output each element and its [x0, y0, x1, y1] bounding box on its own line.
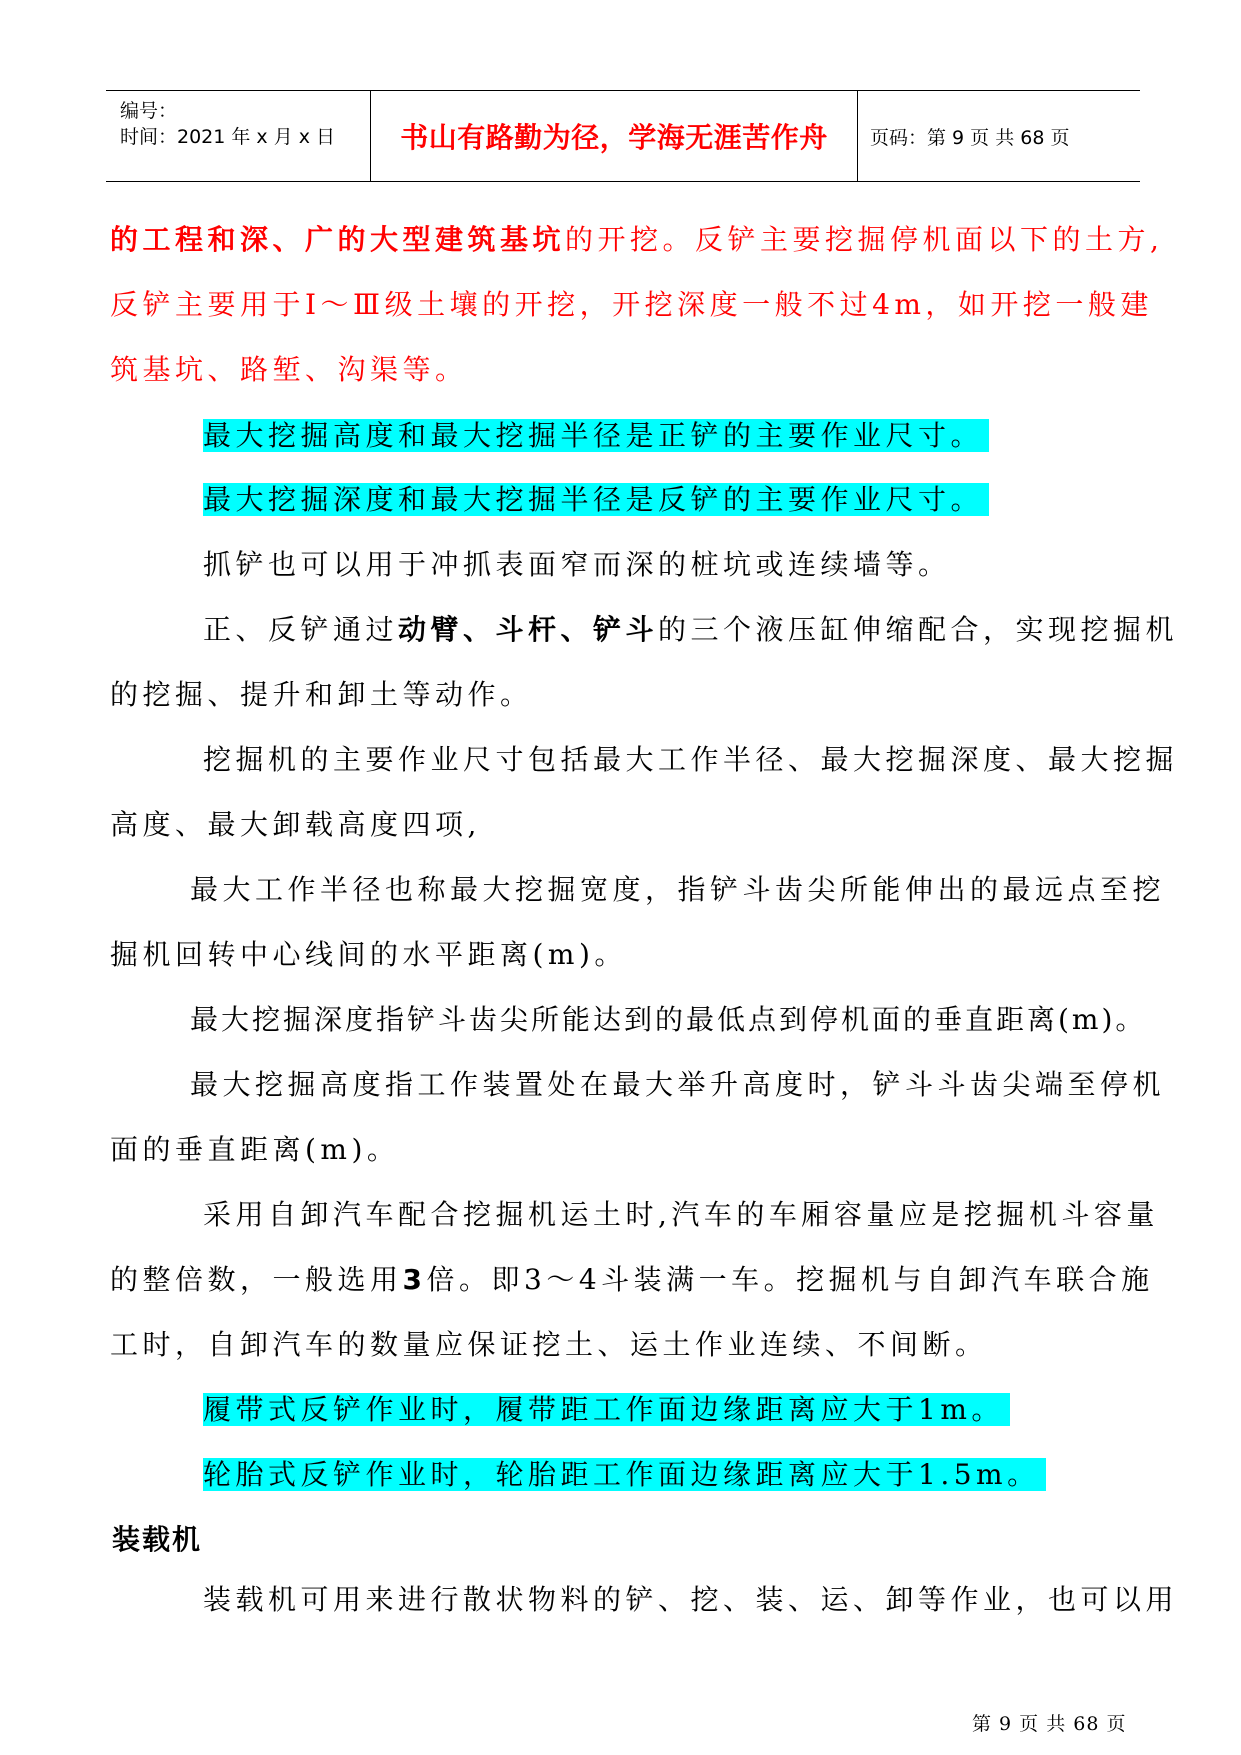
paragraph-8-line-3: 工时，自卸汽车的数量应保证挖土、运土作业连续、不间断。	[110, 1328, 988, 1361]
paragraph-text: 的开挖。反铲主要挖掘停机面以下的土方,	[565, 223, 1164, 256]
motto: 书山有路勤为径，学海无涯苦作舟	[400, 121, 828, 154]
section-heading: 装载机	[112, 1523, 203, 1556]
paragraph-text: 的整倍数，一般选用	[110, 1263, 403, 1296]
header-page-cell	[858, 91, 1140, 181]
paragraph-7-line-1: 最大挖掘高度指工作装置处在最大举升高度时，铲斗斗齿尖端至停机	[190, 1068, 1166, 1101]
document-time: 时间：2021 年 x 月 x 日	[120, 126, 336, 148]
emphasis-text: 的工程和深、广的大型建筑基坑	[110, 223, 566, 256]
paragraph-6: 最大挖掘深度指铲斗齿尖所能达到的最低点到停机面的垂直距离(m)。	[190, 1003, 1147, 1036]
highlighted-text: 最大挖掘深度和最大挖掘半径是反铲的主要作业尺寸。	[203, 483, 989, 516]
paragraph-7-line-2: 面的垂直距离(m)。	[110, 1133, 400, 1166]
paragraph-4-line-1: 挖掘机的主要作业尺寸包括最大工作半径、最大挖掘深度、最大挖掘	[203, 743, 1179, 776]
page-footer: 第 9 页 共 68 页	[972, 1713, 1127, 1735]
paragraph-8-line-2	[110, 1260, 1154, 1300]
paragraph-3-line-2: 的挖掘、提升和卸土等动作。	[110, 678, 533, 711]
paragraph-text: 正、反铲通过	[203, 613, 399, 646]
paragraph-5-line-2: 掘机回转中心线间的水平距离(m)。	[110, 938, 627, 971]
paragraph-9: 装载机可用来进行散状物料的铲、挖、装、运、卸等作业，也可以用	[203, 1583, 1179, 1616]
paragraph-text: 的三个液压缸伸缩配合，实现挖掘机	[658, 613, 1179, 646]
highlighted-text: 轮胎式反铲作业时，轮胎距工作面边缘距离应大于1.5m。	[203, 1458, 1046, 1491]
document-number: 编号：	[120, 100, 178, 122]
paragraph-1-line-3: 筑基坑、路堑、沟渠等。	[110, 353, 468, 386]
page-header	[106, 90, 1140, 182]
highlighted-text: 最大挖掘高度和最大挖掘半径是正铲的主要作业尺寸。	[203, 419, 989, 452]
highlight-line-3	[203, 1390, 1010, 1430]
paragraph-4-line-2: 高度、最大卸载高度四项,	[110, 808, 481, 841]
paragraph-1-line-2: 反铲主要用于Ⅰ～Ⅲ级土壤的开挖，开挖深度一般不过4m，如开挖一般建	[110, 288, 1153, 321]
paragraph-3-line-1	[203, 610, 1178, 650]
paragraph-5-line-1: 最大工作半径也称最大挖掘宽度，指铲斗齿尖所能伸出的最远点至挖	[190, 873, 1166, 906]
header-info-cell	[106, 91, 370, 181]
paragraph-8-line-1: 采用自卸汽车配合挖掘机运土时,汽车的车厢容量应是挖掘机斗容量	[203, 1198, 1159, 1231]
paragraph-2: 抓铲也可以用于冲抓表面窄而深的桩坑或连续墙等。	[203, 548, 951, 581]
page-number: 页码：第 9 页 共 68 页	[870, 126, 1070, 149]
paragraph-text: 倍。即3～4斗装满一车。挖掘机与自卸汽车联合施	[426, 1263, 1154, 1296]
highlight-line-2	[203, 480, 989, 520]
highlighted-text: 履带式反铲作业时，履带距工作面边缘距离应大于1m。	[203, 1393, 1010, 1426]
header-motto-cell	[370, 91, 858, 181]
highlight-line-1	[203, 416, 989, 456]
emphasis-text: 动臂、斗杆、铲斗	[398, 613, 659, 646]
emphasis-text: 3	[402, 1263, 427, 1296]
highlight-line-4	[203, 1455, 1046, 1495]
paragraph-1-line-1	[110, 220, 1163, 260]
